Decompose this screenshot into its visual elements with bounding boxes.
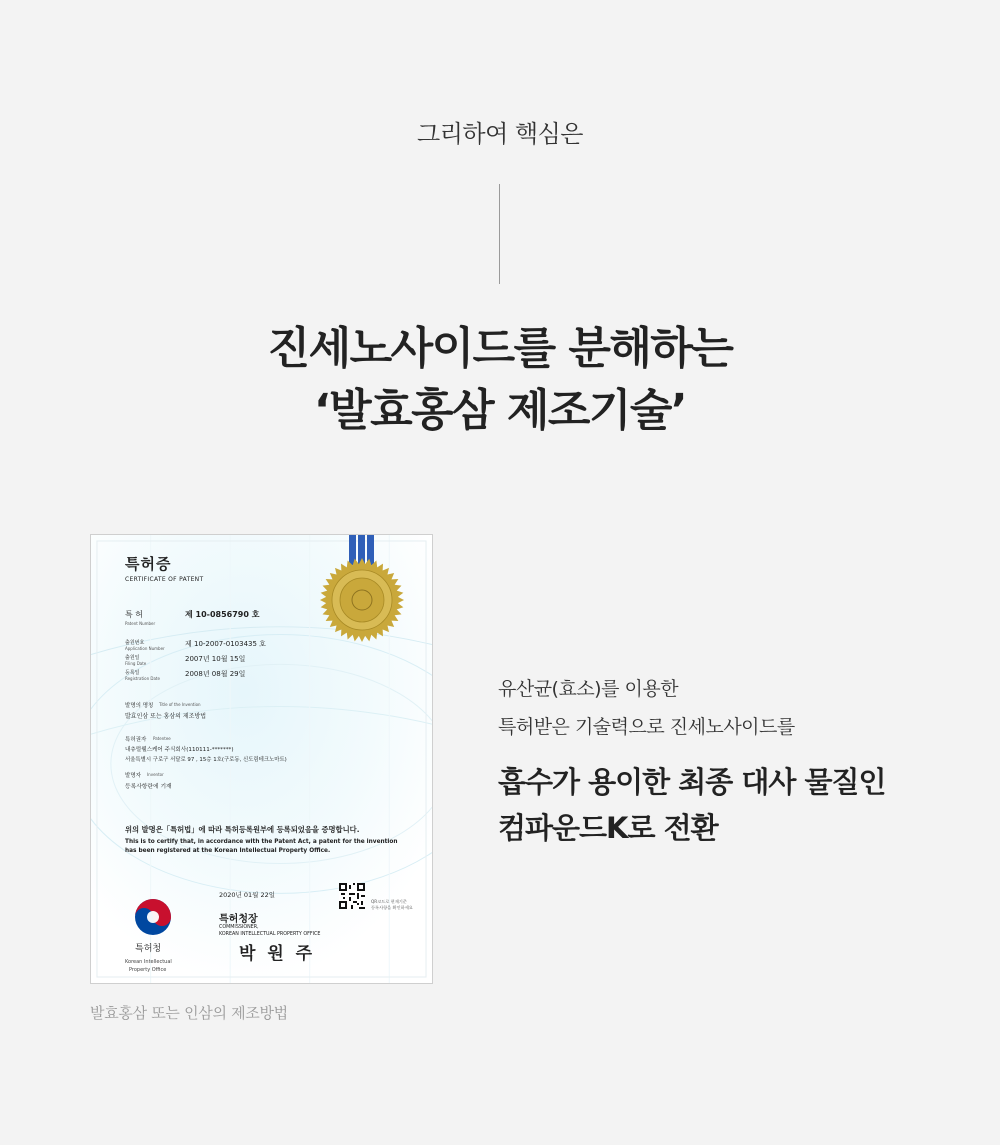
inventor-label-en: Inventor <box>147 772 164 777</box>
filing-label: 출원일 <box>125 655 140 661</box>
image-caption: 발효홍삼 또는 인삼의 제조방법 <box>90 1004 288 1022</box>
patentee-label-en: Patentee <box>153 736 171 741</box>
headline <box>0 318 1000 442</box>
gold-seal-icon <box>319 557 405 643</box>
description-strong2: 컴파운드K로 전환 <box>498 811 718 845</box>
inventor-value: 등록사항란에 기재 <box>125 784 172 790</box>
headline-line2: ‘발효홍삼 제조기술’ <box>313 385 687 436</box>
filing-label-en: Filing Date <box>125 661 147 666</box>
certify-statement-en1: This is to certify that, in accordance with the Patent Act, a patent for the invention <box>125 839 398 845</box>
registration-label: 등록일 <box>125 670 140 676</box>
patent-certificate-image <box>90 534 433 984</box>
description-strong1: 흡수가 용이한 최종 대사 물질인 <box>498 765 886 799</box>
patentee-label: 특허권자 <box>125 737 147 743</box>
registration-date: 2008년 08월 29일 <box>185 670 246 678</box>
certify-statement-en2: has been registered at the Korean Intellectual Property Office. <box>125 848 331 854</box>
issue-date: 2020년 01월 22일 <box>219 891 276 899</box>
invention-label: 발명의 명칭 <box>125 703 154 709</box>
registration-label-en: Registration Date <box>125 676 160 681</box>
divider-line <box>499 184 500 284</box>
issuer-en-1: COMMISSIONER, <box>219 925 259 930</box>
qr-note-1: QR코드로 현재기준 <box>371 899 407 904</box>
cert-title-en: CERTIFICATE OF PATENT <box>125 576 204 583</box>
patentee-name: 내츄럴웰스케어 주식회사(110111-*******) <box>125 747 234 753</box>
filing-date: 2007년 10월 15일 <box>185 655 246 663</box>
patentee-address: 서울특별시 구로구 서달로 97 , 15층 1호(구로동, 신도림테크노마트) <box>125 757 287 763</box>
invention-label-en: Title of the Invention <box>159 702 201 707</box>
description-line1: 유산균(효소)를 이용한 <box>498 678 679 700</box>
issuer-en-2: KOREAN INTELLECTUAL PROPERTY OFFICE <box>219 932 321 937</box>
cert-title: 특허증 <box>125 555 172 573</box>
application-label: 출원번호 <box>125 640 145 646</box>
headline-line1: 진세노사이드를 분해하는 <box>267 323 733 374</box>
inventor-label: 발명자 <box>125 773 141 779</box>
kipo-emblem-icon <box>131 895 175 939</box>
patent-label: 특 허 <box>125 610 143 619</box>
office-en-1: Korean Intellectual <box>125 959 172 965</box>
office-name: 특허청 <box>135 944 162 954</box>
application-number: 제 10-2007-0103435 호 <box>185 640 266 648</box>
qr-code-icon <box>339 883 365 909</box>
invention-title: 발효인삼 또는 홍삼의 제조방법 <box>125 713 207 720</box>
patent-label-en: Patent Number <box>125 621 156 626</box>
patent-number: 제 10-0856790 호 <box>185 610 260 619</box>
qr-note-2: 등록사항을 확인하세요 <box>371 905 413 910</box>
certify-statement-ko: 위의 발명은「특허법」에 따라 특허등록원부에 등록되었음을 증명합니다. <box>125 825 360 834</box>
intro-text: 그리하여 핵심은 <box>417 120 583 148</box>
application-label-en: Application Number <box>125 646 165 651</box>
description-line2: 특허받은 기술력으로 진세노사이드를 <box>498 716 795 738</box>
issuer-title: 특허청장 <box>219 914 258 925</box>
signature: 박 원 주 <box>239 944 316 964</box>
office-en-2: Property Office <box>129 967 167 973</box>
